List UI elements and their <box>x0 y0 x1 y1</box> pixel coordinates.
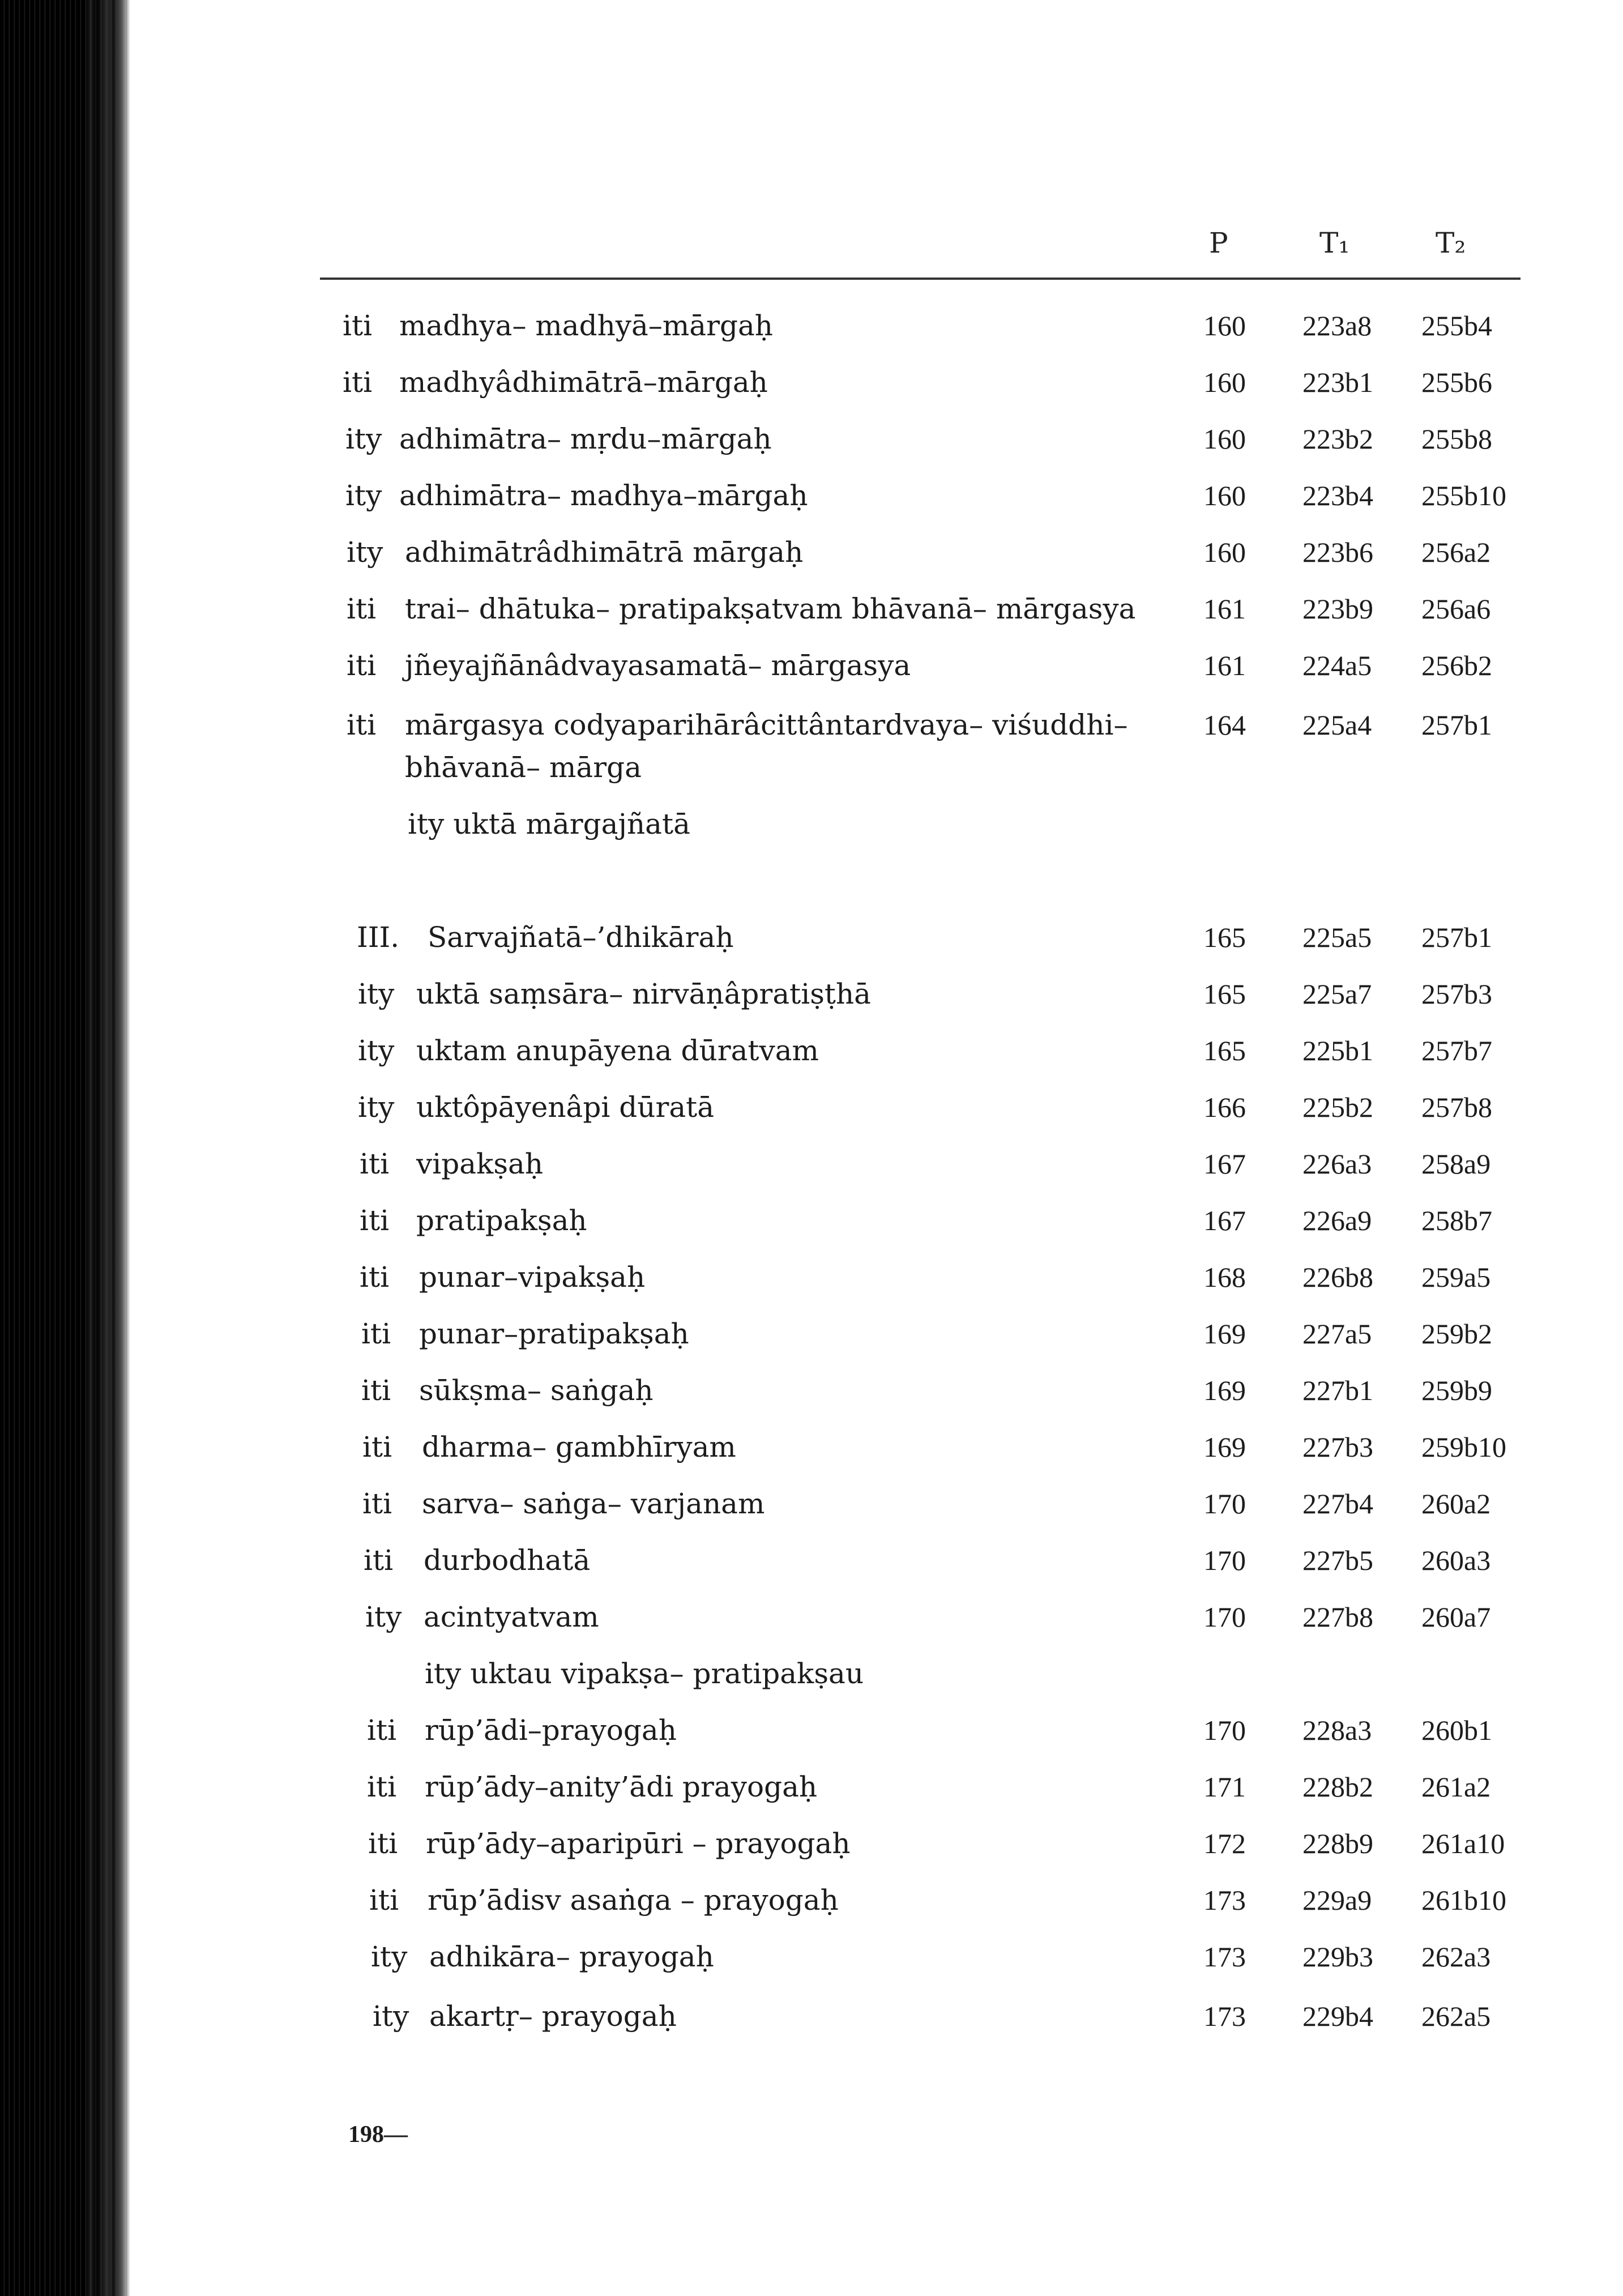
row-prefix: ity <box>358 1034 395 1067</box>
row-title: bhāvanā– mārga <box>405 751 642 784</box>
header-rule <box>320 278 1521 280</box>
cell-p: 170 <box>1203 1488 1246 1520</box>
cell-t2: 255b10 <box>1421 480 1506 511</box>
row-title: adhimātra– madhya–mārgaḥ <box>399 479 808 512</box>
table-row <box>0 360 1623 405</box>
row-prefix: ity <box>345 423 382 455</box>
cell-t1: 228a3 <box>1302 1714 1372 1746</box>
cell-p: 167 <box>1203 1148 1246 1180</box>
cell-t1: 224a5 <box>1302 650 1372 681</box>
cell-t2: 257b7 <box>1421 1035 1492 1066</box>
cell-t2: 261a10 <box>1421 1828 1505 1859</box>
cell-t1: 225b2 <box>1302 1091 1373 1123</box>
cell-p: 160 <box>1203 366 1246 398</box>
row-prefix: ity <box>373 2000 409 2033</box>
row-title: uktā saṃsāra– nirvāṇâpratiṣṭhā <box>416 978 871 1010</box>
row-prefix: iti <box>361 1317 391 1350</box>
row-title: adhikāra– prayogaḥ <box>429 1940 714 1973</box>
row-title: ity uktā mārgajñatā <box>408 808 690 840</box>
row-title: mārgasya codyaparihārâcittântardvaya– viśuddhi– <box>405 709 1128 741</box>
cell-p: 172 <box>1203 1828 1246 1859</box>
row-title: akartṛ– prayogaḥ <box>429 2000 677 2033</box>
row-prefix: ity <box>358 978 395 1010</box>
row-title: trai– dhātuka– pratipakṣatvam bhāvanā– mārgasya <box>405 592 1136 625</box>
cell-p: 173 <box>1203 2000 1246 2032</box>
row-prefix: iti <box>369 1884 399 1917</box>
row-prefix: ity <box>365 1601 402 1633</box>
cell-t1: 223b2 <box>1302 423 1373 455</box>
cell-p: 160 <box>1203 480 1246 511</box>
row-prefix: iti <box>364 1544 394 1577</box>
cell-t1: 226a9 <box>1302 1205 1372 1236</box>
cell-t2: 259a5 <box>1421 1261 1491 1293</box>
section-heading-row <box>0 915 1623 960</box>
cell-t2: 260a3 <box>1421 1544 1491 1576</box>
cell-t1: 228b2 <box>1302 1771 1373 1803</box>
table-row <box>0 473 1623 518</box>
cell-t1: 223b6 <box>1302 536 1373 568</box>
cell-t1: 229a9 <box>1302 1884 1372 1916</box>
table-row <box>0 303 1623 348</box>
table-row <box>0 1254 1623 1300</box>
table-row <box>0 1994 1623 2039</box>
cell-t2: 259b10 <box>1421 1431 1506 1463</box>
cell-t1: 228b9 <box>1302 1828 1373 1859</box>
row-prefix: ity <box>345 479 382 512</box>
column-header-t2: T₂ <box>1436 227 1466 259</box>
row-prefix: iti <box>361 1374 391 1407</box>
row-title: pratipakṣaḥ <box>416 1204 587 1237</box>
cell-t1: 227a5 <box>1302 1318 1372 1350</box>
cell-p: 170 <box>1203 1601 1246 1633</box>
table-row <box>0 1538 1623 1583</box>
column-header-t1: T₁ <box>1319 227 1350 259</box>
cell-p: 161 <box>1203 593 1246 625</box>
row-title: rūp’ādisv asaṅga – prayogaḥ <box>428 1884 839 1917</box>
row-title: rūp’ādy–aparipūri – prayogaḥ <box>426 1827 851 1860</box>
row-title: adhimātra– mṛdu–mārgaḥ <box>399 423 772 455</box>
cell-t1: 227b1 <box>1302 1375 1373 1406</box>
cell-t2: 256b2 <box>1421 650 1492 681</box>
row-prefix: iti <box>362 1487 392 1520</box>
table-row <box>0 1594 1623 1640</box>
cell-t1: 229b4 <box>1302 2000 1373 2032</box>
table-row <box>0 530 1623 575</box>
table-row <box>0 1311 1623 1356</box>
row-prefix: iti <box>360 1204 390 1237</box>
cell-p: 168 <box>1203 1261 1246 1293</box>
row-prefix: ity <box>358 1091 395 1124</box>
row-prefix: iti <box>360 1261 390 1294</box>
cell-p: 161 <box>1203 650 1246 681</box>
table-row <box>0 1198 1623 1243</box>
cell-p: 160 <box>1203 536 1246 568</box>
table-row <box>0 1821 1623 1866</box>
cell-t1: 226a3 <box>1302 1148 1372 1180</box>
cell-t2: 257b8 <box>1421 1091 1492 1123</box>
table-row <box>0 643 1623 688</box>
cell-p: 165 <box>1203 921 1246 953</box>
row-prefix: iti <box>367 1770 397 1803</box>
cell-t2: 260b1 <box>1421 1714 1492 1746</box>
table-row <box>0 416 1623 462</box>
cell-p: 171 <box>1203 1771 1246 1803</box>
cell-p: 166 <box>1203 1091 1246 1123</box>
cell-t1: 225a4 <box>1302 709 1372 741</box>
cell-t1: 225a5 <box>1302 921 1372 953</box>
cell-t1: 223b4 <box>1302 480 1373 511</box>
cell-t2: 261a2 <box>1421 1771 1491 1803</box>
section-summary <box>0 1651 1623 1696</box>
cell-t1: 227b4 <box>1302 1488 1373 1520</box>
cell-p: 167 <box>1203 1205 1246 1236</box>
table-row-continuation <box>0 745 1623 790</box>
table-row <box>0 1141 1623 1187</box>
row-title: madhyâdhimātrā–mārgaḥ <box>399 366 768 399</box>
row-prefix: iti <box>347 709 377 741</box>
table-row <box>0 1085 1623 1130</box>
row-prefix: iti <box>343 366 373 399</box>
cell-t2: 255b6 <box>1421 366 1492 398</box>
cell-t1: 225b1 <box>1302 1035 1373 1066</box>
cell-t2: 259b9 <box>1421 1375 1492 1406</box>
row-prefix: iti <box>347 592 377 625</box>
table-row <box>0 1368 1623 1413</box>
cell-t1: 223b1 <box>1302 366 1373 398</box>
row-title: punar–pratipakṣaḥ <box>419 1317 689 1350</box>
row-prefix: ity <box>371 1940 408 1973</box>
row-title: rūp’ādi–prayogaḥ <box>425 1714 677 1747</box>
cell-t2: 257b3 <box>1421 978 1492 1010</box>
row-title: punar–vipakṣaḥ <box>419 1261 646 1294</box>
cell-p: 173 <box>1203 1884 1246 1916</box>
row-prefix: iti <box>362 1431 392 1463</box>
cell-p: 169 <box>1203 1375 1246 1406</box>
cell-t1: 227b8 <box>1302 1601 1373 1633</box>
cell-p: 169 <box>1203 1431 1246 1463</box>
row-prefix: iti <box>347 649 377 682</box>
cell-t2: 255b4 <box>1421 310 1492 342</box>
cell-t2: 260a7 <box>1421 1601 1491 1633</box>
cell-p: 165 <box>1203 978 1246 1010</box>
table-row <box>0 1877 1623 1923</box>
table-row <box>0 1764 1623 1810</box>
cell-p: 160 <box>1203 423 1246 455</box>
cell-t2: 256a2 <box>1421 536 1491 568</box>
column-header-p: P <box>1209 227 1228 259</box>
cell-t2: 261b10 <box>1421 1884 1506 1916</box>
cell-t2: 258b7 <box>1421 1205 1492 1236</box>
cell-t1: 227b5 <box>1302 1544 1373 1576</box>
row-title: rūp’ādy–anity’ādi prayogaḥ <box>425 1770 818 1803</box>
cell-p: 173 <box>1203 1941 1246 1973</box>
cell-t2: 257b1 <box>1421 709 1492 741</box>
row-title: uktam anupāyena dūratvam <box>416 1034 819 1067</box>
row-prefix: iti <box>343 309 373 342</box>
row-title: sarva– saṅga– varjanam <box>422 1487 765 1520</box>
cell-p: 160 <box>1203 310 1246 342</box>
section-summary <box>0 801 1623 847</box>
row-title: jñeyajñānâdvayasamatā– mārgasya <box>405 649 911 682</box>
cell-t2: 256a6 <box>1421 593 1491 625</box>
row-title: acintyatvam <box>424 1601 599 1633</box>
table-row <box>0 586 1623 631</box>
cell-t2: 259b2 <box>1421 1318 1492 1350</box>
cell-t1: 226b8 <box>1302 1261 1373 1293</box>
table-row <box>0 1481 1623 1526</box>
row-title: ity uktau vipakṣa– pratipakṣau <box>425 1657 864 1690</box>
cell-t2: 258a9 <box>1421 1148 1491 1180</box>
section-number: III. <box>357 921 400 954</box>
section-title: Sarvajñatā–’dhikāraḥ <box>428 921 734 954</box>
cell-p: 165 <box>1203 1035 1246 1066</box>
row-prefix: ity <box>347 536 383 569</box>
table-row <box>0 702 1623 748</box>
cell-t1: 223a8 <box>1302 310 1372 342</box>
row-title: adhimātrâdhimātrā mārgaḥ <box>405 536 804 569</box>
cell-t2: 260a2 <box>1421 1488 1491 1520</box>
row-title: vipakṣaḥ <box>416 1147 544 1180</box>
cell-t2: 262a3 <box>1421 1941 1491 1973</box>
row-prefix: iti <box>368 1827 398 1860</box>
cell-t1: 225a7 <box>1302 978 1372 1010</box>
row-title: madhya– madhyā–mārgaḥ <box>399 309 774 342</box>
cell-p: 170 <box>1203 1714 1246 1746</box>
table-row <box>0 1934 1623 1979</box>
row-title: durbodhatā <box>424 1544 591 1577</box>
page-number: 198— <box>348 2122 408 2148</box>
cell-t2: 257b1 <box>1421 921 1492 953</box>
row-title: sūkṣma– saṅgaḥ <box>419 1374 654 1407</box>
cell-t2: 255b8 <box>1421 423 1492 455</box>
row-title: dharma– gambhīryam <box>422 1431 736 1463</box>
table-row <box>0 971 1623 1017</box>
table-row <box>0 1028 1623 1073</box>
cell-p: 169 <box>1203 1318 1246 1350</box>
table-row <box>0 1708 1623 1753</box>
cell-p: 170 <box>1203 1544 1246 1576</box>
cell-t1: 229b3 <box>1302 1941 1373 1973</box>
row-prefix: iti <box>367 1714 397 1747</box>
cell-t2: 262a5 <box>1421 2000 1491 2032</box>
cell-t1: 227b3 <box>1302 1431 1373 1463</box>
row-prefix: iti <box>360 1147 390 1180</box>
cell-p: 164 <box>1203 709 1246 741</box>
cell-t1: 223b9 <box>1302 593 1373 625</box>
table-row <box>0 1424 1623 1470</box>
row-title: uktôpāyenâpi dūratā <box>416 1091 715 1124</box>
